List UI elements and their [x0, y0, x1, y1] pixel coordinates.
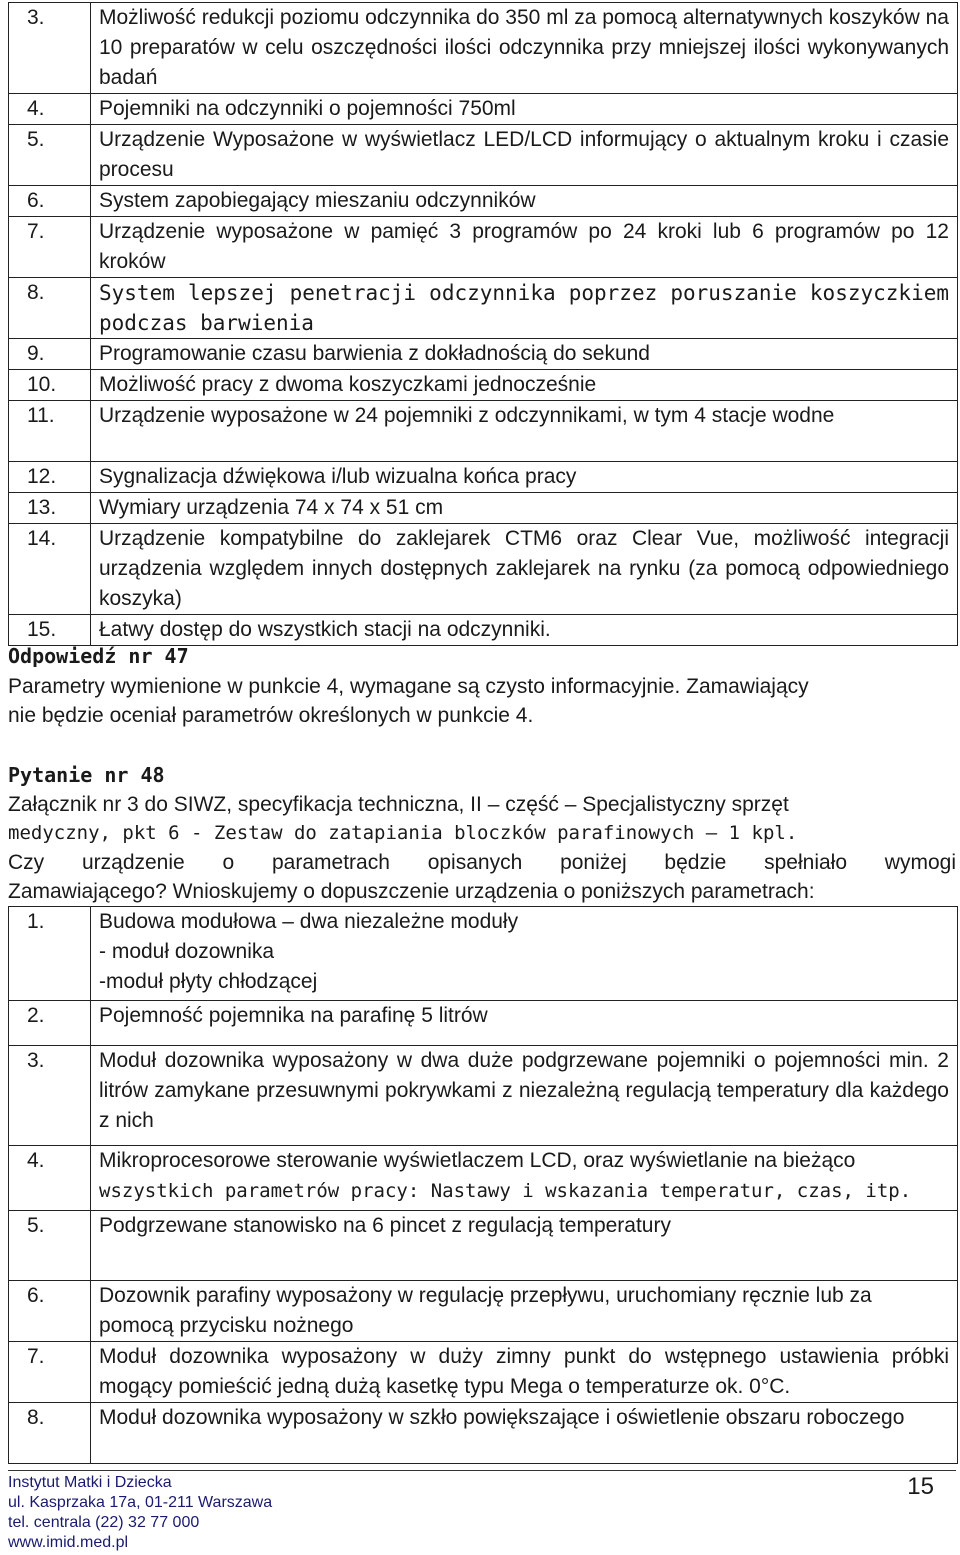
row-text: Moduł dozownika wyposażony w duży zimny punkt do wstępnego ustawienia próbki mogący pomieścić jedną dużą kasetkę typu Mega o temperaturze ok. 0°C. — [91, 1342, 958, 1403]
row-number: 3. — [9, 3, 91, 94]
footer-institution: Instytut Matki i Dziecka — [8, 1474, 172, 1491]
table-row — [9, 1146, 958, 1211]
question-48-line: Zamawiającego? Wnioskujemy o dopuszczenie urządzenia o poniższych parametrach: — [8, 880, 815, 903]
table-row — [9, 186, 958, 217]
question-48-line: medyczny, pkt 6 - Zestaw do zatapiania bloczków parafinowych – 1 kpl. — [8, 822, 798, 844]
table-row — [9, 907, 958, 1001]
answer-47-text — [8, 672, 956, 730]
spec-table-1 — [8, 2, 958, 646]
row-number: 6. — [9, 186, 91, 217]
answer-47-heading: Odpowiedź nr 47 — [8, 644, 189, 668]
table-row — [9, 125, 958, 186]
row-text: Dozownik parafiny wyposażony w regulację przepływu, uruchomiany ręcznie lub za pomocą przycisku nożnego — [91, 1281, 958, 1342]
row-text: Pojemniki na odczynniki o pojemności 750ml — [91, 94, 958, 125]
spec-table-2 — [8, 906, 958, 1464]
footer-street: ul. Kasprzaka 17a, 01-211 Warszawa — [8, 1494, 273, 1511]
page-number: 15 — [907, 1473, 934, 1500]
row-text: Budowa modułowa – dwa niezależne moduły - moduł dozownika -moduł płyty chłodzącej — [91, 907, 958, 1001]
table-row — [9, 1211, 958, 1281]
row-number: 7. — [9, 1342, 91, 1403]
table-row — [9, 1281, 958, 1342]
row-text: Moduł dozownika wyposażony w szkło powiększające i oświetlenie obszaru roboczego — [91, 1403, 958, 1464]
table-row — [9, 1001, 958, 1046]
table-row — [9, 615, 958, 646]
row-number: 3. — [9, 1046, 91, 1146]
row-number: 5. — [9, 125, 91, 186]
footer-phone: tel. centrala (22) 32 77 000 — [8, 1514, 200, 1531]
row-text: Urządzenie wyposażone w pamięć 3 programów po 24 kroki lub 6 programów po 12 kroków — [91, 217, 958, 278]
row-text: Moduł dozownika wyposażony w dwa duże podgrzewane pojemniki o pojemności min. 2 litrów zamykane przesuwnymi pokrywkami z niezależną regulacją temperatury dla każdego z nich — [91, 1046, 958, 1146]
row-number: 2. — [9, 1001, 91, 1046]
row-number: 13. — [9, 493, 91, 524]
row-text: Urządzenie kompatybilne do zaklejarek CTM6 oraz Clear Vue, możliwość integracji urządzenia względem innych dostępnych zaklejarek na rynku (za pomocą odpowiedniego koszyka) — [91, 524, 958, 615]
row-number: 15. — [9, 615, 91, 646]
question-48-line: Załącznik nr 3 do SIWZ, specyfikacja techniczna, II – część – Specjalistyczny sprzęt — [8, 793, 789, 816]
row-number: 14. — [9, 524, 91, 615]
row-text: Urządzenie wyposażone w 24 pojemniki z odczynnikami, w tym 4 stacje wodne — [91, 401, 958, 462]
row-text: Pojemność pojemnika na parafinę 5 litrów — [91, 1001, 958, 1046]
footer-address — [8, 1473, 272, 1553]
question-48-line: Czy urządzenie o parametrach opisanych poniżej będzie spełniało wymogi — [8, 851, 956, 874]
row-number: 8. — [9, 1403, 91, 1464]
question-48-text — [8, 790, 956, 906]
row-number: 7. — [9, 217, 91, 278]
row-text: Możliwość redukcji poziomu odczynnika do 350 ml za pomocą alternatywnych koszyków na 10 preparatów w celu oszczędności ilości odczynnika przy mniejszej ilości wykonywanych badań — [91, 3, 958, 94]
table-row — [9, 217, 958, 278]
row-number: 8. — [9, 278, 91, 339]
table-row — [9, 1403, 958, 1464]
row-text — [91, 1146, 958, 1211]
row-text: System lepszej penetracji odczynnika poprzez poruszanie koszyczkiem podczas barwienia — [91, 278, 958, 339]
row-text: System zapobiegający mieszaniu odczynników — [91, 186, 958, 217]
row-text-line: Mikroprocesorowe sterowanie wyświetlaczem LCD, oraz wyświetlanie na bieżąco — [99, 1149, 856, 1172]
row-number: 1. — [9, 907, 91, 1001]
row-text-line: wszystkich parametrów pracy: Nastawy i wskazania temperatur, czas, itp. — [99, 1180, 912, 1202]
table-row — [9, 339, 958, 370]
table-row — [9, 1046, 958, 1146]
table-row — [9, 493, 958, 524]
answer-47-line: nie będzie oceniał parametrów określonych w punkcie 4. — [8, 704, 534, 727]
table-row — [9, 3, 958, 94]
row-text: Wymiary urządzenia 74 x 74 x 51 cm — [91, 493, 958, 524]
row-number: 5. — [9, 1211, 91, 1281]
row-text: Programowanie czasu barwienia z dokładnością do sekund — [91, 339, 958, 370]
row-text: Sygnalizacja dźwiękowa i/lub wizualna końca pracy — [91, 462, 958, 493]
row-text: Łatwy dostęp do wszystkich stacji na odczynniki. — [91, 615, 958, 646]
table-row — [9, 462, 958, 493]
row-number: 4. — [9, 1146, 91, 1211]
answer-47-line: Parametry wymienione w punkcie 4, wymagane są czysto informacyjnie. Zamawiający — [8, 675, 809, 698]
table-row — [9, 370, 958, 401]
row-text: Możliwość pracy z dwoma koszyczkami jednocześnie — [91, 370, 958, 401]
row-number: 6. — [9, 1281, 91, 1342]
row-number: 9. — [9, 339, 91, 370]
row-number: 11. — [9, 401, 91, 462]
table-row — [9, 401, 958, 462]
page-footer — [8, 1470, 956, 1555]
row-number: 10. — [9, 370, 91, 401]
row-number: 12. — [9, 462, 91, 493]
row-text: Podgrzewane stanowisko na 6 pincet z regulacją temperatury — [91, 1211, 958, 1281]
table-row — [9, 1342, 958, 1403]
footer-website: www.imid.med.pl — [8, 1534, 129, 1551]
table-row — [9, 278, 958, 339]
table-row — [9, 94, 958, 125]
row-number: 4. — [9, 94, 91, 125]
question-48-heading: Pytanie nr 48 — [8, 763, 165, 787]
table-row — [9, 524, 958, 615]
row-text: Urządzenie Wyposażone w wyświetlacz LED/LCD informujący o aktualnym kroku i czasie procesu — [91, 125, 958, 186]
